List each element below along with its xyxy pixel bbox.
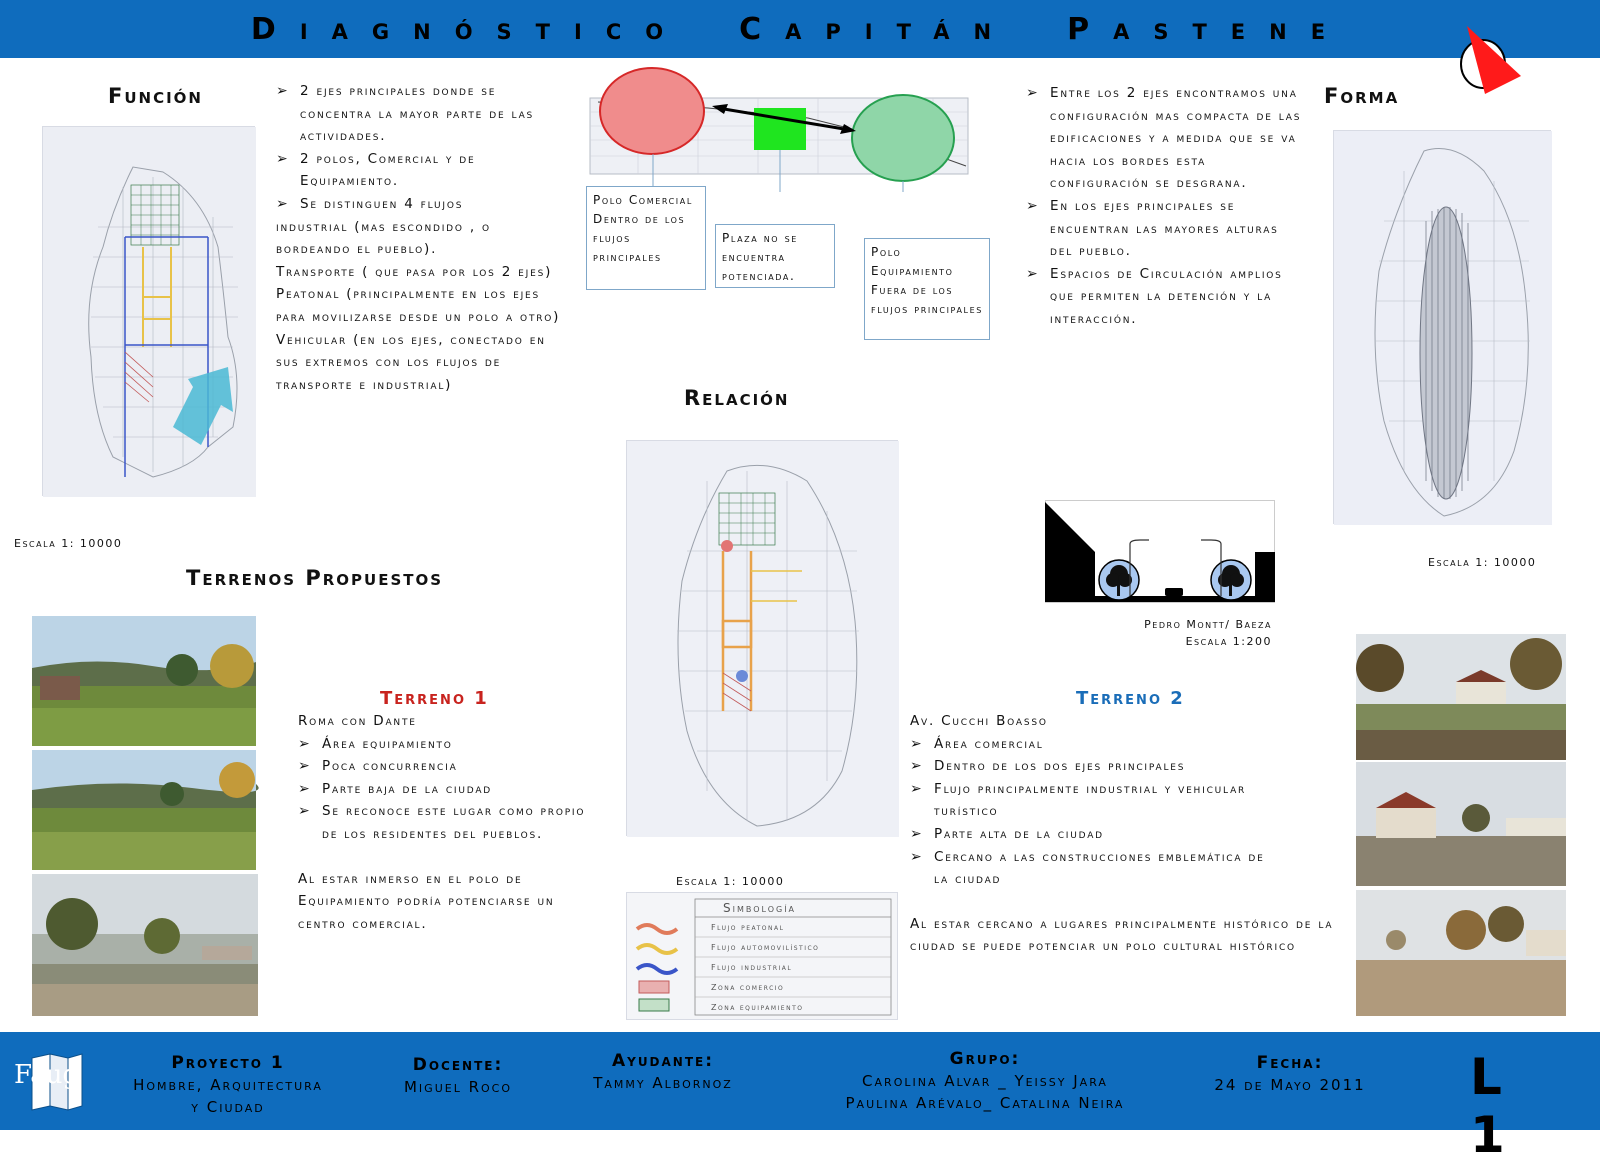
- title-word-1: Diagnóstico: [250, 11, 688, 47]
- funcion-line-5: Transporte ( que pasa por los 2 ejes): [276, 263, 553, 280]
- footer-proyecto: [104, 1052, 352, 1118]
- terreno1-bullet-3: ➢ Parte baja de la ciudad: [298, 778, 590, 801]
- legend-item-1: Flujo peatonal: [711, 923, 785, 932]
- grupo-line-2: Paulina Arévalo_ Catalina Neira: [845, 1094, 1125, 1112]
- terreno1-photo-2: [32, 750, 256, 870]
- terreno2-photo-2: [1356, 762, 1566, 886]
- terreno1-photo-1: [32, 616, 256, 746]
- logo-text: Faug: [14, 1060, 80, 1090]
- terreno2-text: [910, 710, 1356, 958]
- forma-map: [1333, 130, 1551, 524]
- fecha-value: 24 de Mayo 2011: [1214, 1076, 1366, 1094]
- terreno1-text: [298, 710, 590, 935]
- funcion-line-6: Peatonal (principalmente en los ejes para movilizarse desde un polo a otro): [276, 286, 561, 325]
- section-scale: Escala 1:200: [1185, 635, 1272, 648]
- legend-item-4: Zona comercio: [711, 983, 785, 992]
- faug-logo: [14, 1054, 84, 1110]
- callout-polo-comercial: Polo Comercial Dentro de los flujos principales: [586, 186, 706, 290]
- title-word-2: Capitán: [739, 11, 1016, 47]
- funcion-scale: Escala 1: 10000: [14, 537, 123, 550]
- forma-heading: Forma: [1324, 84, 1400, 108]
- legend-box: [626, 892, 898, 1020]
- forma-text: [1026, 82, 1304, 331]
- grupo-label: Grupo:: [949, 1049, 1021, 1069]
- terreno1-bullet-2: ➢ Poca concurrencia: [298, 755, 590, 778]
- terreno1-subtitle: Roma con Dante: [298, 713, 417, 729]
- relacion-diagram: [588, 66, 972, 192]
- legend-item-2: Flujo automovilístico: [711, 943, 820, 952]
- terreno1-closing: Al estar inmerso en el polo de Equipamiento podría potenciarse un centro comercial.: [298, 870, 555, 932]
- forma-line-1: ➢ Entre los 2 ejes encontramos una configuración mas compacta de las edificaciones y a medida que se va hacia los bordes esta configuración se desgrana.: [1026, 82, 1304, 195]
- footer-docente: [380, 1054, 536, 1098]
- docente-label: Docente:: [412, 1055, 504, 1075]
- funcion-line-4: industrial (mas escondido , o bordeando el pueblo).: [276, 218, 491, 258]
- relacion-scale: Escala 1: 10000: [676, 875, 785, 888]
- terreno2-bullet-5: ➢ Cercano a las construcciones emblemática de la ciudad: [910, 846, 1356, 891]
- relacion-heading: Relación: [684, 386, 790, 410]
- terreno1-bullet-1: ➢ Área equipamiento: [298, 733, 590, 756]
- funcion-line-7: Vehicular (en los ejes, conectado en sus extremos con los flujos de transporte e industrial): [276, 331, 546, 393]
- proyecto-sub-1: Hombre, Arquitectura: [133, 1076, 323, 1094]
- terreno1-title: Terreno 1: [380, 688, 489, 709]
- terreno2-subtitle: Av. Cucchi Boasso: [910, 713, 1048, 729]
- legend-item-5: Zona equipamiento: [711, 1003, 804, 1012]
- terreno2-bullet-4: ➢ Parte alta de la ciudad: [910, 823, 1356, 846]
- callout-polo-equipamiento: Polo Equipamiento Fuera de los flujos principales: [864, 238, 990, 340]
- terreno2-closing: Al estar cercano a lugares principalmente histórico de la ciudad se puede potenciar un polo cultural histórico: [910, 915, 1334, 955]
- terreno2-bullet-2: ➢ Dentro de los dos ejes principales: [910, 755, 1356, 778]
- funcion-line-1: ➢ 2 ejes principales donde se concentra la mayor parte de las actividades.: [276, 80, 566, 148]
- terreno1-bullet-4: ➢ Se reconoce este lugar como propio de los residentes del pueblos.: [298, 800, 590, 845]
- funcion-line-3: ➢ Se distinguen 4 flujos: [276, 193, 566, 216]
- funcion-text: [276, 80, 566, 396]
- footer-grupo: [808, 1048, 1162, 1114]
- forma-line-2: ➢ En los ejes principales se encuentran las mayores alturas del pueblo.: [1026, 195, 1304, 263]
- relacion-map: [626, 440, 898, 836]
- proyecto-sub-2: y Ciudad: [191, 1098, 265, 1116]
- terreno2-title: Terreno 2: [1076, 688, 1185, 709]
- fecha-label: Fecha:: [1256, 1053, 1324, 1073]
- docente-name: Miguel Roco: [403, 1078, 513, 1096]
- footer-ayudante: [566, 1050, 760, 1094]
- sheet-number: L 1: [1470, 1048, 1533, 1164]
- title-word-3: Pastene: [1067, 11, 1350, 47]
- ayudante-label: Ayudante:: [611, 1051, 715, 1071]
- legend-item-3: Flujo industrial: [711, 963, 793, 972]
- north-arrow-icon: [1455, 24, 1525, 100]
- terreno2-bullet-1: ➢ Área comercial: [910, 733, 1356, 756]
- grupo-line-1: Carolina Alvar _ Yeissy Jara: [862, 1072, 1108, 1090]
- footer-fecha: [1190, 1052, 1390, 1096]
- page-title: [0, 6, 1600, 52]
- proyecto-title: Proyecto 1: [171, 1053, 285, 1073]
- ayudante-name: Tammy Albornoz: [593, 1074, 733, 1092]
- forma-line-3: ➢ Espacios de Circulación amplios que permiten la detención y la interacción.: [1026, 263, 1304, 331]
- callout-plaza: Plaza no se encuentra potenciada.: [715, 224, 835, 288]
- funcion-map: [42, 126, 255, 496]
- terreno2-photo-1: [1356, 634, 1566, 760]
- funcion-line-2: ➢ 2 polos, Comercial y de Equipamiento.: [276, 148, 566, 193]
- terreno2-bullet-3: ➢ Flujo principalmente industrial y vehicular turístico: [910, 778, 1356, 823]
- terreno1-photo-3: [32, 874, 258, 1016]
- funcion-heading: Función: [108, 84, 203, 108]
- forma-scale: Escala 1: 10000: [1428, 556, 1537, 569]
- terreno2-photo-3: [1356, 890, 1566, 1016]
- terrenos-heading: Terrenos Propuestos: [186, 566, 444, 590]
- legend-title: Simbología: [723, 901, 797, 915]
- section-street-name: Pedro Montt/ Baeza: [1144, 618, 1272, 631]
- street-section-caption: [1125, 616, 1272, 650]
- street-section-drawing: [1045, 500, 1275, 604]
